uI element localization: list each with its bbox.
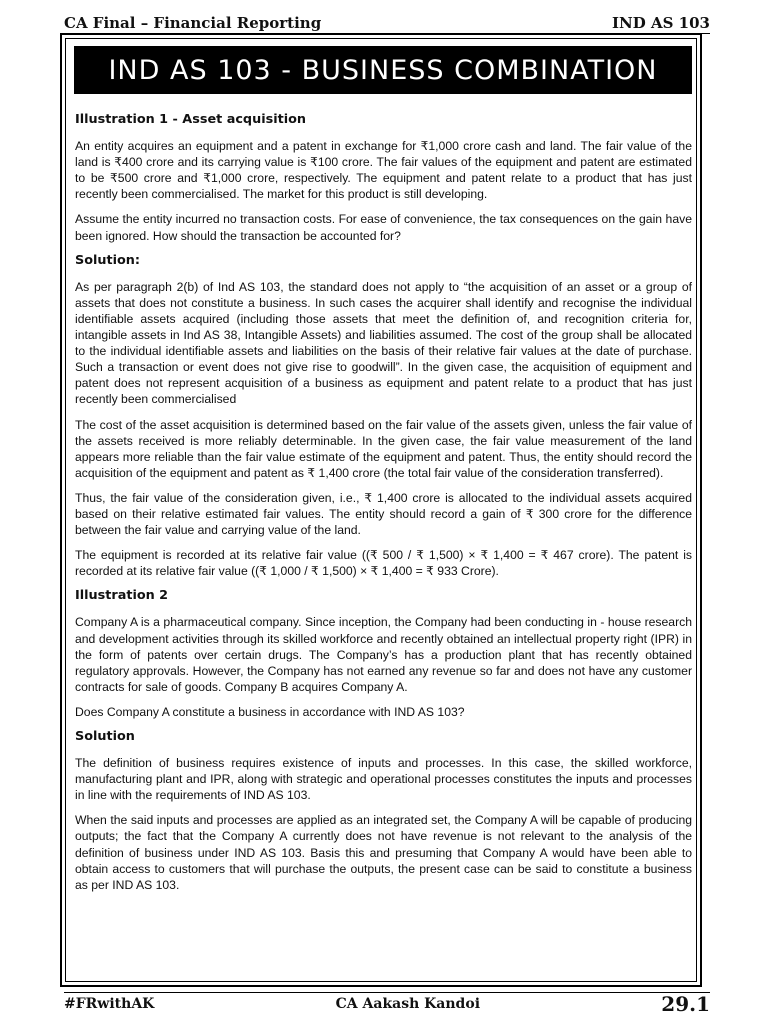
footer-hashtag: #FRwithAK <box>64 996 155 1012</box>
illustration-1-heading: Illustration 1 - Asset acquisition <box>75 112 306 127</box>
solution-1-paragraph-1: As per paragraph 2(b) of Ind AS 103, the standard does not apply to “the acquisition of an asset or a group of assets that does not constitute a business. In such cases the acquirer shall identify and recognise the individual identifiable assets acquired (including those assets that meet the definition of, and recognition criteria for, intangible assets in Ind AS 38, Intangible Assets) and liabilities assumed. The cost of the group shall be allocated to the individual identifiable assets and liabilities on the basis of their relative fair values at the date of purchase. Such a transaction or event does not give rise to goodwill”. In the given case, the acquisition of equipment and patent does not represent acquisition of a business as equipment and patent relate to a product that has just recently been commercialised <box>75 279 692 407</box>
header-chapter: IND AS 103 <box>612 14 710 32</box>
footer-author: CA Aakash Kandoi <box>335 996 481 1012</box>
solution-1-paragraph-3: Thus, the fair value of the consideration given, i.e., ₹ 1,400 crore is allocated to the individual assets acquired based on their relative estimated fair values. The entity should record a gain of ₹ 300 crore for the difference between the fair value and carrying value of the land. <box>75 490 692 538</box>
page-number: 29.1 <box>661 992 710 1016</box>
solution-2-paragraph-2: When the said inputs and processes are applied as an integrated set, the Company A will be capable of producing outputs; the fact that the Company A currently does not have revenue is not relevant to the analysis of the definition of business under IND AS 103. Basis this and presuming that Company A would have been able to obtain access to customers that will purchase the outputs, the present case can be said to constitute a business as per IND AS 103. <box>75 813 692 892</box>
illustration-2-question: Does Company A constitute a business in accordance with IND AS 103? <box>75 704 465 719</box>
solution-1-heading: Solution: <box>75 252 141 268</box>
solution-2-paragraph-1: The definition of business requires existence of inputs and processes. In this case, the skilled workforce, manufacturing plant and IPR, along with strategic and operational processes constitutes the inputs and processes in line with the requirements of IND AS 103. <box>75 756 692 803</box>
illustration-2-heading: Illustration 2 <box>75 588 169 604</box>
solution-2-heading: Solution <box>75 729 135 744</box>
illustration-1-question: Assume the entity incurred no transaction costs. For ease of convenience, the tax consequences on the gain have been ignored. How should the transaction be accounted for? <box>75 212 692 243</box>
illustration-1-paragraph: An entity acquires an equipment and a patent in exchange for ₹1,000 crore cash and land. The fair value of the land is ₹400 crore and its carrying value is ₹100 crore. The fair values of the equipment and patent are estimated to be ₹500 crore and ₹1,000 crore, respectively. The equipment and patent relate to a product that has just recently been commercialised. The market for this product is still developing. <box>75 139 692 202</box>
page-header <box>64 10 710 34</box>
illustration-2-paragraph: Company A is a pharmaceutical company. Since inception, the Company had been conducting in - house research and development activities through its skilled workforce and recently obtained an intellectual property right (IPR) in the form of patents over certain drugs. The Company’s has a production plant that has recently obtained regulatory approvals. However, the Company has not earned any revenue so far and does not have any customer contracts for sale of goods. Company B acquires Company A. <box>75 615 692 694</box>
solution-1-paragraph-2: The cost of the asset acquisition is determined based on the fair value of the assets given, unless the fair value of the assets received is more reliably determinable. In the given case, the fair value measurement of the land appears more reliable than the fair value estimate of the equipment and patent. Thus, the entity should record the acquisition of the equipment and patent as ₹ 1,400 crore (the total fair value of the consideration transferred). <box>75 417 692 480</box>
document-body <box>75 112 692 902</box>
header-course-title: CA Final – Financial Reporting <box>64 14 322 32</box>
solution-1-paragraph-4: The equipment is recorded at its relative fair value ((₹ 500 / ₹ 1,500) × ₹ 1,400 = ₹ 467 crore). The patent is recorded at its relative fair value ((₹ 1,000 / ₹ 1,500) × ₹ 1,400 = ₹ 933 Crore). <box>75 548 692 579</box>
chapter-title: IND AS 103 - BUSINESS COMBINATION <box>108 54 658 86</box>
chapter-banner <box>74 46 692 94</box>
page-footer <box>64 992 710 1015</box>
